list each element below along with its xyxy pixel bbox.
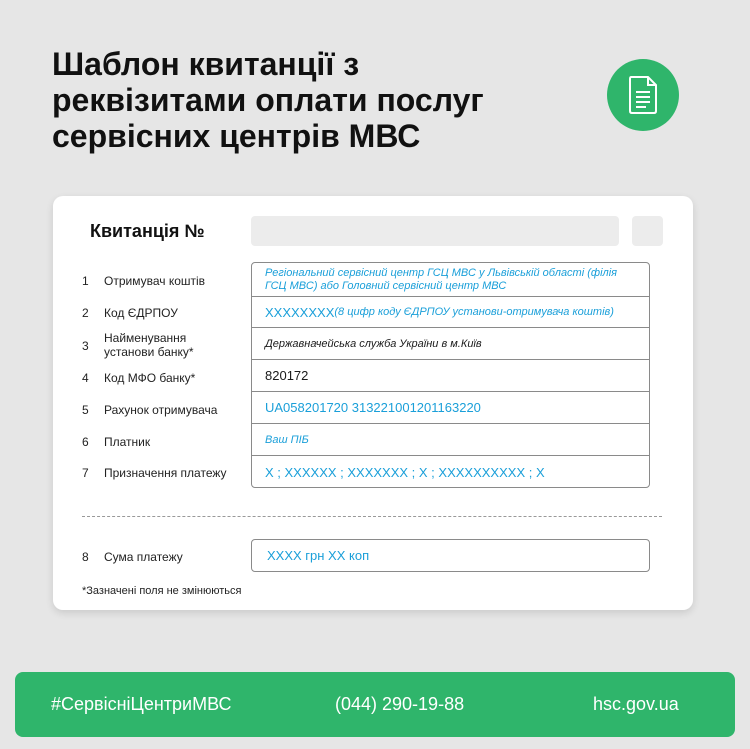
value-sum: XXXX грн XX коп [267, 548, 370, 563]
footer-banner [15, 672, 735, 737]
footnote: *Зазначені поля не змінюються [82, 585, 242, 597]
row-number: 3 [82, 339, 89, 353]
value-cell-recipient[interactable] [252, 263, 649, 297]
title-line-1: Шаблон квитанції з [52, 46, 360, 82]
document-icon [628, 76, 658, 114]
value-purpose: X ; XXXXXX ; XXXXXXX ; X ; XXXXXXXXXX ; X [265, 465, 545, 480]
value-cell-mfo [252, 360, 649, 392]
value-edrpou: XXXXXXXX [265, 304, 335, 320]
title-line-3: сервісних центрів МВС [52, 118, 421, 154]
receipt-card [53, 196, 693, 610]
row-label-account: Рахунок отримувача [104, 403, 218, 417]
footer-hashtag: #СервісніЦентриМВС [51, 694, 232, 714]
row-label-mfo: Код МФО банку* [104, 371, 196, 385]
row-label-purpose: Призначення платежу [104, 466, 227, 480]
value-cell-payer[interactable] [252, 424, 649, 456]
value-mfo: 820172 [265, 368, 309, 383]
value-cell-purpose[interactable] [252, 456, 649, 488]
receipt-extra-field[interactable] [632, 216, 663, 246]
value-account: UA058201720 313221001201163220 [265, 400, 481, 415]
page-title [52, 46, 572, 154]
document-icon-badge [607, 59, 679, 131]
row-label-bank-name: Найменування установи банку* [104, 331, 194, 359]
row-label-edrpou: Код ЄДРПОУ [104, 306, 178, 320]
value-cell-bank-name [252, 328, 649, 360]
value-recipient: Регіональний сервісний центр ГСЦ МВС у Львівській області (філія ГСЦ МВС) або Головний сервісний центр МВС [265, 266, 618, 292]
row-number: 1 [82, 274, 89, 288]
row-number: 7 [82, 466, 89, 480]
row-label-sum: Сума платежу [104, 550, 183, 564]
footer-phone[interactable]: (044) 290-19-88 [335, 694, 465, 714]
tear-line-divider [82, 516, 662, 517]
value-cell-account[interactable] [252, 392, 649, 424]
value-edrpou-note: (8 цифр коду ЄДРПОУ установи-отримувача коштів) [334, 306, 614, 318]
row-label-payer: Платник [104, 435, 151, 449]
row-number: 6 [82, 435, 89, 449]
row-number: 5 [82, 403, 89, 417]
sum-field[interactable] [251, 539, 650, 572]
row-number: 4 [82, 371, 89, 385]
receipt-value-grid [251, 262, 650, 488]
value-payer: Ваш ПІБ [265, 433, 309, 446]
row-number: 8 [82, 550, 89, 564]
value-bank-name: Державначейська служба України в м.Київ [265, 337, 482, 350]
row-label-recipient: Отримувач коштів [104, 274, 206, 288]
receipt-title: Квитанція № [90, 221, 205, 241]
receipt-number-field[interactable] [251, 216, 619, 246]
value-cell-edrpou[interactable] [252, 297, 649, 328]
title-line-2: реквізитами оплати послуг [52, 82, 484, 118]
row-number: 2 [82, 306, 89, 320]
footer-site-link[interactable]: hsc.gov.ua [593, 694, 679, 714]
